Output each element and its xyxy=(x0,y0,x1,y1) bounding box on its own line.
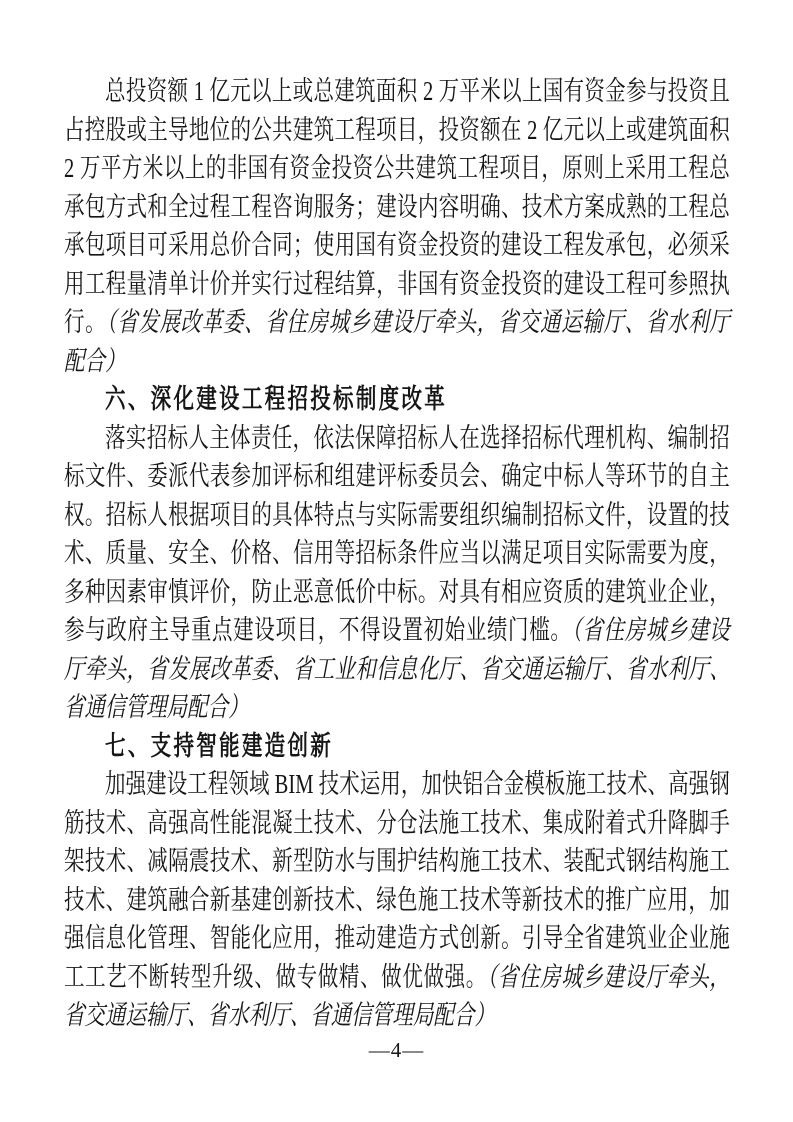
paragraph xyxy=(64,72,730,380)
agency-annotation-text: （省住房城乡建设厅牵头， xyxy=(486,961,730,992)
text-line xyxy=(64,765,730,804)
text-line xyxy=(64,842,730,881)
agency-annotation-text: 配合） xyxy=(64,345,126,376)
body-text: 行。 xyxy=(64,307,107,337)
body-text: 多种因素审慎评价，防止恶意低价中标。对具有相应资质的建筑业企业， xyxy=(64,576,730,607)
text-line xyxy=(64,303,730,342)
body-text: 标文件、委派代表参加评标和组建评标委员会、确定中标人等环节的自主 xyxy=(64,461,730,491)
body-text: 术、质量、安全、价格、信用等招标条件应当以满足项目实际需要为度， xyxy=(64,538,730,568)
text-line xyxy=(64,573,730,612)
page-number: —4— xyxy=(368,1038,425,1062)
text-line xyxy=(64,457,730,496)
body-text: 2 万平方米以上的非国有资金投资公共建筑工程项目，原则上采用工程总 xyxy=(64,153,730,183)
agency-annotation-text: （省发展改革委、省住房城乡建设厅牵头，省交通运输厅、省水利厅 xyxy=(106,307,730,337)
body-text: 承包方式和全过程工程咨询服务；建设内容明确、技术方案成熟的工程总 xyxy=(64,191,730,222)
agency-annotation-text: 省交通运输厅、省水利厅、省通信管理局配合） xyxy=(64,1000,495,1030)
document-body xyxy=(64,72,730,1035)
text-line xyxy=(64,611,730,650)
paragraph xyxy=(64,765,730,1035)
body-text: 权。招标人根据项目的具体特点与实际需要组织编制招标文件，设置的技 xyxy=(64,499,730,530)
body-text: 用工程量清单计价并实行过程结算，非国有资金投资的建设工程可参照执 xyxy=(64,268,730,299)
text-line xyxy=(64,188,730,227)
body-text: 筋技术、高强高性能混凝土技术、分仓法施工技术、集成附着式升降脚手 xyxy=(64,807,730,838)
text-line xyxy=(64,919,730,958)
text-line xyxy=(64,265,730,304)
text-line xyxy=(64,650,730,689)
body-text: 总投资额 1 亿元以上或总建筑面积 2 万平米以上国有资金参与投资且 xyxy=(105,76,730,106)
agency-annotation-text: 省通信管理局配合） xyxy=(64,692,249,722)
body-text: 强信息化管理、智能化应用，推动建造方式创新。引导全省建筑业企业施 xyxy=(64,923,730,953)
section-heading: 七、支持智能建造创新 xyxy=(105,730,334,761)
section-heading: 六、深化建设工程招投标制度改革 xyxy=(105,384,448,414)
text-line xyxy=(64,534,730,573)
agency-annotation-text: （省住房城乡建设 xyxy=(571,615,730,645)
body-text: 参与政府主导重点建设项目，不得设置初始业绩门槛。 xyxy=(64,615,572,645)
text-line xyxy=(64,226,730,265)
body-text: 技术、建筑融合新基建创新技术、绿色施工技术等新技术的推广应用，加 xyxy=(64,884,730,915)
body-text: 落实招标人主体责任，依法保障招标人在选择招标代理机构、编制招 xyxy=(105,422,730,453)
body-text: 架技术、减隔震技术、新型防水与围护结构施工技术、装配式钢结构施工 xyxy=(64,846,730,876)
body-text: 工工艺不断转型升级、做专做精、做优做强。 xyxy=(64,961,487,992)
text-line xyxy=(64,958,730,997)
text-line xyxy=(64,342,730,381)
body-text: 承包项目可采用总价合同；使用国有资金投资的建设工程发承包，必须采 xyxy=(64,230,730,260)
body-text: 加强建设工程领域 BIM 技术运用，加快铝合金模板施工技术、高强钢 xyxy=(105,769,730,799)
text-line xyxy=(64,804,730,843)
text-line xyxy=(64,72,730,111)
text-line xyxy=(64,419,730,458)
text-line xyxy=(64,496,730,535)
text-line xyxy=(64,688,730,727)
agency-annotation-text: 厅牵头，省发展改革委、省工业和信息化厅、省交通运输厅、省水利厅、 xyxy=(64,653,730,684)
text-line xyxy=(64,111,730,150)
text-line xyxy=(64,149,730,188)
body-text: 占控股或主导地位的公共建筑工程项目，投资额在 2 亿元以上或建筑面积 xyxy=(64,114,730,145)
text-line xyxy=(64,996,730,1035)
paragraph xyxy=(64,419,730,727)
text-line xyxy=(64,881,730,920)
page-footer xyxy=(0,1036,793,1064)
